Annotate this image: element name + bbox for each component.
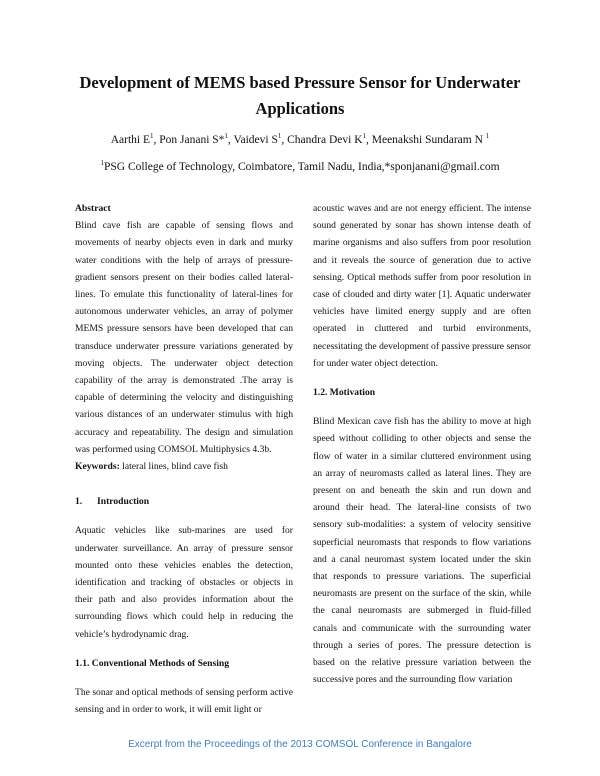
title-line-1: Development of MEMS based Pressure Sensor for Underwater: [79, 73, 521, 92]
section-title: Introduction: [97, 496, 150, 508]
paper-title: [60, 70, 540, 122]
author-mark: 1: [485, 132, 490, 141]
title-line-2: Applications: [255, 99, 345, 118]
conventional-text-continued: acoustic waves and are not energy efficient. The intense sound generated by sonar has shown intense death of marine organisms and also suffers from poor resolution and it reveals the source of generation due to active sensing. Optical methods suffer from poor resolution in case of clouded and dirty water [1]. Aquatic underwater vehicles have limited energy supply and are often operated in cluttered and turbid environments, necessitating the development of passive pressure sensor for under water object detection.: [313, 203, 531, 369]
left-column: [75, 200, 293, 718]
keywords-text: lateral lines, blind cave fish: [122, 461, 228, 473]
author-name: Pon Janani S*: [159, 134, 225, 146]
affiliation-mark: 1: [100, 159, 104, 168]
author-name: Vaidevi S: [233, 134, 278, 146]
affiliation-text: PSG College of Technology, Coimbatore, Tamil Nadu, India,*sponjanani@gmail.com: [103, 161, 500, 173]
author-list: Aarthi $E^1$, Pon Janani S*$^1$, Vaidevi $S^1$, Chandra Devi $K^1$, Meenakshi Sundaram N $^1$: [110, 132, 490, 146]
conventional-text-start: The sonar and optical methods of sensing perform active sensing and in order to work, it will emit light or: [75, 687, 293, 716]
author-mark: 1: [362, 132, 366, 141]
motivation-text: Blind Mexican cave fish has the ability to move at high speed without colliding to other objects and sense the flow of water in a similar cluttered environment using an array of neuromasts called as lateral lines. They are present on and beneath the skin and run down and around their head. The lateral-line consists of two sensory sub-modalities: a system of velocity sensitive superficial neuromasts that responds to flow variations and a canal neuromast system located under the skin that responds to pressure variations. The superficial neuromasts are present on the surface of the skin, while the canal neuromasts are submerged in fluid-filled canals and communicate with the surrounding water through a series of pores. The pressure detection is based on the relative pressure variation between the successive pores and the surrounding flow variation: [313, 416, 531, 686]
affiliation: [40, 160, 560, 174]
author-name: Chandra Devi K: [287, 134, 363, 146]
introduction-text: Aquatic vehicles like sub-marines are used for underwater surveillance. An array of pressure sensor mounted onto these vehicles enables the detection, identification and tracking of obstacles or objects in their path and also provides information about the surrounding flows which could help in reducing the vehicle’s hydrodynamic drag.: [75, 525, 293, 640]
author-name: Aarthi E: [110, 134, 150, 146]
section-introduction-heading: [75, 493, 293, 510]
author-name: Meenakshi Sundaram N: [371, 134, 483, 146]
author-mark: 1: [224, 132, 228, 141]
proceedings-footer: Excerpt from the Proceedings of the 2013 COMSOL Conference in Bangalore: [128, 739, 472, 750]
author-mark: 1: [277, 132, 282, 141]
keywords-line: [75, 458, 293, 475]
section-number: 1.: [75, 496, 83, 508]
section-motivation-heading: 1.2. Motivation: [313, 387, 376, 399]
keywords-label: Keywords:: [75, 461, 120, 473]
abstract-heading: Abstract: [75, 203, 111, 214]
abstract-text: Blind cave fish are capable of sensing flows and movements of nearby objects even in dark and murky water conditions with the help of arrays of pressure-gradient sensors present on their bodies called lateral-lines. To emulate this functionality of lateral-lines for autonomous underwater vehicles, an array of polymer MEMS pressure sensors have been developed that can transduce underwater pressure variations generated by moving objects. The underwater object detection capability of the array is demonstrated .The array is capable of determining the velocity and distinguishing various distances of an underwater stimulus with high accuracy and repeatability. The design and simulation was performed using COMSOL Multiphysics 4.3b.: [75, 220, 293, 455]
right-column: [313, 200, 531, 688]
author-mark: 1: [150, 132, 154, 141]
section-conventional-heading: 1.1. Conventional Methods of Sensing: [75, 657, 230, 669]
